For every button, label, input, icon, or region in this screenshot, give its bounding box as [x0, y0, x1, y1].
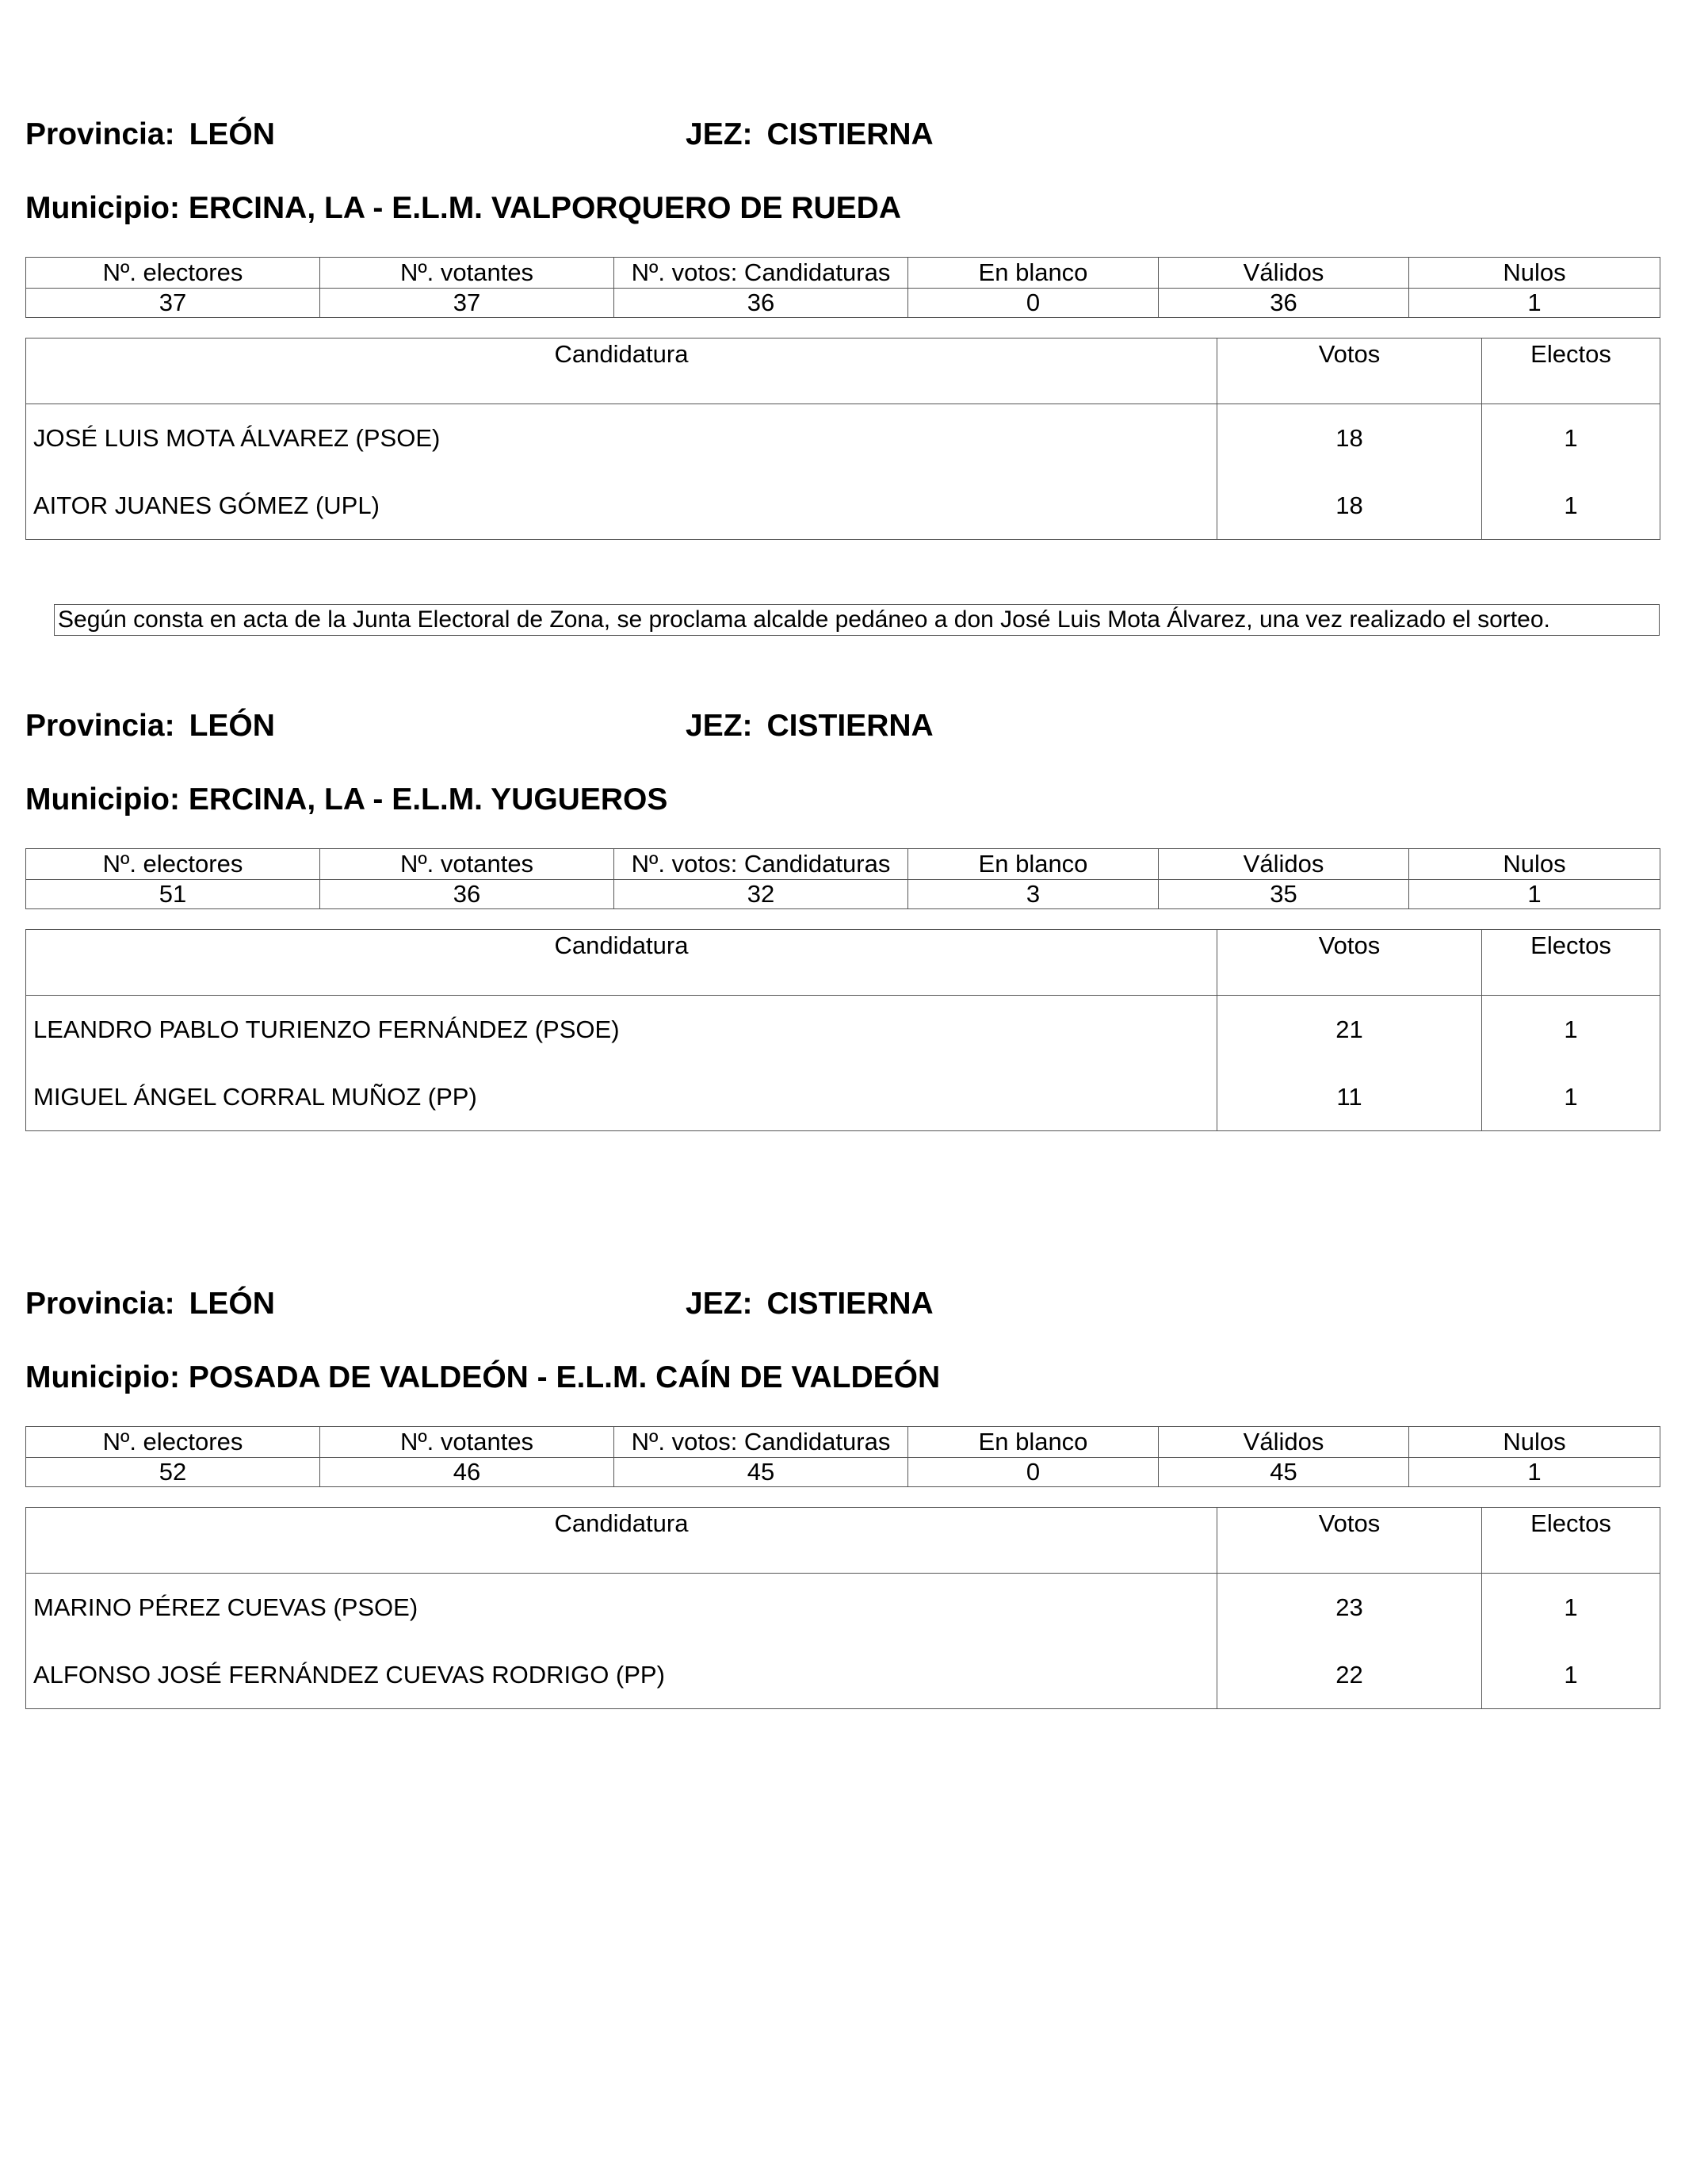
candidate-electos: 1 [1482, 1574, 1660, 1642]
provincia-line [25, 119, 275, 150]
stats-value: 37 [320, 289, 614, 318]
electos-header: Electos [1482, 930, 1660, 996]
jez-label: JEZ: [686, 117, 753, 151]
municipio-label: Municipio: [25, 1360, 180, 1394]
municipio-line [25, 784, 667, 815]
stats-header: Nº. votos: Candidaturas [614, 1427, 908, 1458]
municipio-line [25, 1362, 940, 1393]
stats-value: 1 [1409, 880, 1660, 909]
stats-header: Nº. votantes [320, 1427, 614, 1458]
candidate-name: MARINO PÉREZ CUEVAS (PSOE) [26, 1574, 1217, 1642]
candidate-votos: 11 [1217, 1063, 1482, 1131]
stats-header-row [26, 1427, 1660, 1458]
candidates-header-row [26, 930, 1660, 996]
candidate-name: LEANDRO PABLO TURIENZO FERNÁNDEZ (PSOE) [26, 996, 1217, 1064]
stats-header: Válidos [1159, 849, 1409, 880]
stats-header: Nº. votantes [320, 849, 614, 880]
stats-value-row [26, 880, 1660, 909]
stats-header: En blanco [908, 1427, 1159, 1458]
stats-table [25, 848, 1660, 909]
candidates-table [25, 1507, 1660, 1709]
stats-header: Nº. votos: Candidaturas [614, 258, 908, 289]
municipio-value: ERCINA, LA - E.L.M. VALPORQUERO DE RUEDA [188, 191, 902, 225]
candidate-votos: 21 [1217, 996, 1482, 1064]
jez-label: JEZ: [686, 709, 753, 743]
jez-value: CISTIERNA [766, 1287, 934, 1321]
stats-header: Nº. electores [26, 849, 320, 880]
table-row [26, 1063, 1660, 1131]
jez-label: JEZ: [686, 1287, 753, 1321]
stats-value: 45 [614, 1458, 908, 1487]
stats-value: 32 [614, 880, 908, 909]
candidatura-header: Candidatura [26, 930, 1217, 996]
stats-value: 0 [908, 289, 1159, 318]
jez-value: CISTIERNA [766, 117, 934, 151]
table-row [26, 404, 1660, 472]
table-row [26, 472, 1660, 540]
provincia-label: Provincia: [25, 709, 175, 743]
jez-line [686, 710, 934, 741]
stats-value: 35 [1159, 880, 1409, 909]
votos-header: Votos [1217, 930, 1482, 996]
stats-value: 45 [1159, 1458, 1409, 1487]
municipio-value: ERCINA, LA - E.L.M. YUGUEROS [188, 782, 668, 817]
table-row [26, 1574, 1660, 1642]
provincia-value: LEÓN [189, 709, 275, 743]
table-row [26, 1641, 1660, 1709]
stats-header: Nulos [1409, 1427, 1660, 1458]
candidate-votos: 22 [1217, 1641, 1482, 1709]
stats-value: 1 [1409, 289, 1660, 318]
candidate-name: ALFONSO JOSÉ FERNÁNDEZ CUEVAS RODRIGO (PP) [26, 1641, 1217, 1709]
stats-value: 36 [320, 880, 614, 909]
municipio-value: POSADA DE VALDEÓN - E.L.M. CAÍN DE VALDEÓN [188, 1360, 941, 1394]
candidates-table [25, 338, 1660, 540]
votos-header: Votos [1217, 1508, 1482, 1574]
stats-header: Válidos [1159, 258, 1409, 289]
stats-header: Nº. electores [26, 1427, 320, 1458]
jez-value: CISTIERNA [766, 709, 934, 743]
provincia-label: Provincia: [25, 1287, 175, 1321]
municipio-line [25, 193, 901, 224]
stats-header: Nº. electores [26, 258, 320, 289]
stats-table [25, 257, 1660, 318]
stats-header: En blanco [908, 258, 1159, 289]
electos-header: Electos [1482, 339, 1660, 404]
provincia-line [25, 1288, 275, 1319]
stats-value-row [26, 1458, 1660, 1487]
table-row [26, 996, 1660, 1064]
candidate-votos: 23 [1217, 1574, 1482, 1642]
stats-value-row [26, 289, 1660, 318]
stats-header: Nulos [1409, 258, 1660, 289]
stats-value: 0 [908, 1458, 1159, 1487]
stats-header: Nº. votantes [320, 258, 614, 289]
electos-header: Electos [1482, 1508, 1660, 1574]
candidate-electos: 1 [1482, 1063, 1660, 1131]
provincia-label: Provincia: [25, 117, 175, 151]
candidate-name: JOSÉ LUIS MOTA ÁLVAREZ (PSOE) [26, 404, 1217, 472]
candidate-electos: 1 [1482, 1641, 1660, 1709]
stats-value: 51 [26, 880, 320, 909]
candidate-electos: 1 [1482, 472, 1660, 540]
jez-line [686, 119, 934, 150]
stats-value: 36 [1159, 289, 1409, 318]
proclamation-note: Según consta en acta de la Junta Electoral de Zona, se proclama alcalde pedáneo a don José Luis Mota Álvarez, una vez realizado el sorteo. [54, 604, 1660, 636]
stats-header: Nulos [1409, 849, 1660, 880]
stats-value: 52 [26, 1458, 320, 1487]
candidate-electos: 1 [1482, 404, 1660, 472]
candidate-name: MIGUEL ÁNGEL CORRAL MUÑOZ (PP) [26, 1063, 1217, 1131]
candidate-electos: 1 [1482, 996, 1660, 1064]
candidates-header-row [26, 339, 1660, 404]
provincia-line [25, 710, 275, 741]
candidate-votos: 18 [1217, 404, 1482, 472]
provincia-value: LEÓN [189, 117, 275, 151]
jez-line [686, 1288, 934, 1319]
candidates-header-row [26, 1508, 1660, 1574]
stats-value: 36 [614, 289, 908, 318]
candidatura-header: Candidatura [26, 1508, 1217, 1574]
stats-header: Nº. votos: Candidaturas [614, 849, 908, 880]
votos-header: Votos [1217, 339, 1482, 404]
stats-header-row [26, 258, 1660, 289]
stats-value: 1 [1409, 1458, 1660, 1487]
stats-header: En blanco [908, 849, 1159, 880]
stats-header: Válidos [1159, 1427, 1409, 1458]
stats-value: 3 [908, 880, 1159, 909]
candidate-name: AITOR JUANES GÓMEZ (UPL) [26, 472, 1217, 540]
municipio-label: Municipio: [25, 782, 180, 817]
provincia-value: LEÓN [189, 1287, 275, 1321]
candidates-table [25, 929, 1660, 1131]
stats-table [25, 1426, 1660, 1487]
municipio-label: Municipio: [25, 191, 180, 225]
stats-value: 46 [320, 1458, 614, 1487]
candidatura-header: Candidatura [26, 339, 1217, 404]
candidate-votos: 18 [1217, 472, 1482, 540]
stats-header-row [26, 849, 1660, 880]
stats-value: 37 [26, 289, 320, 318]
